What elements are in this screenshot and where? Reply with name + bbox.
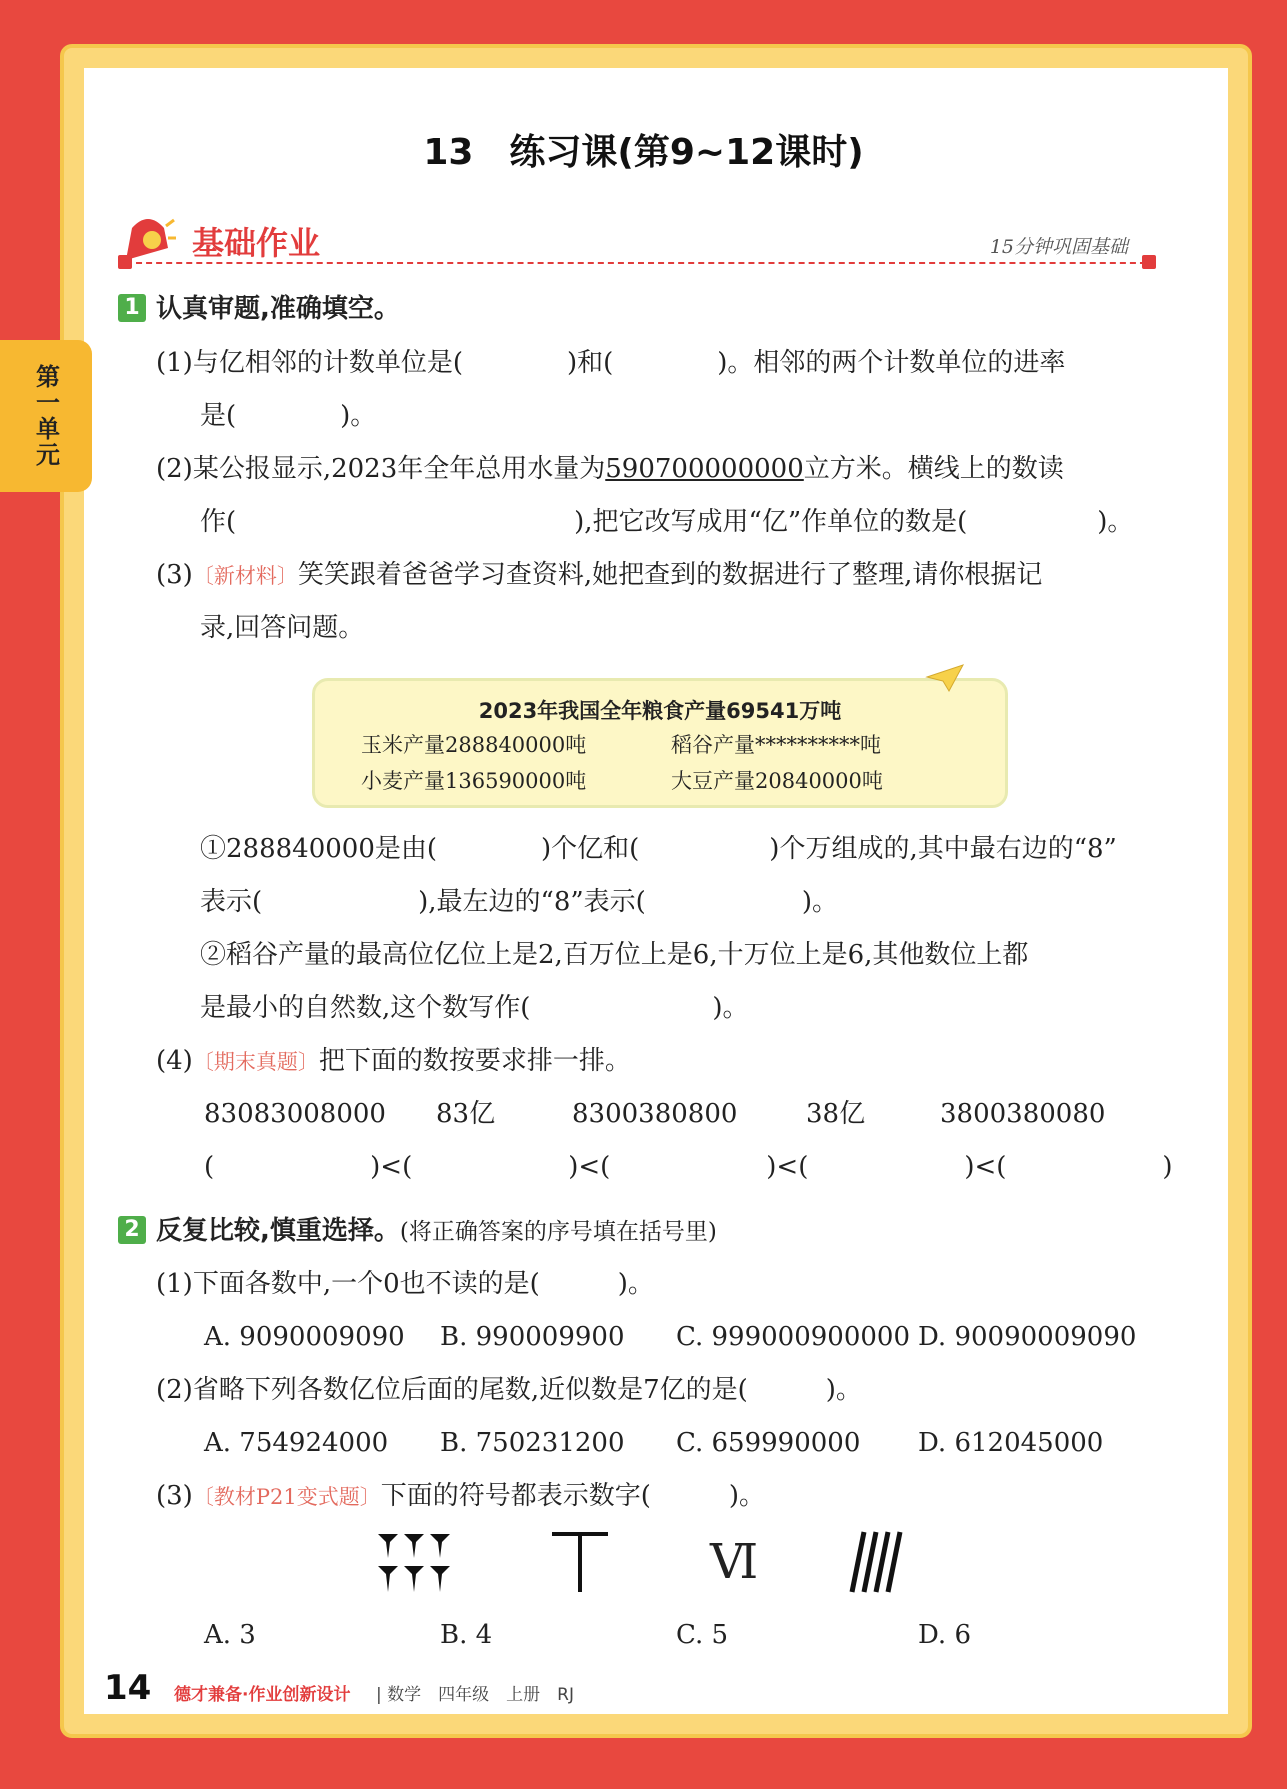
card-rice: 稻谷产量**********吨 xyxy=(671,733,881,757)
data-record-card xyxy=(312,678,1008,808)
card-title: 2023年我国全年粮食产量69541万吨 xyxy=(478,699,842,723)
q2-p2: (2)省略下列各数亿位后面的尾数,近似数是7亿的是( )。 xyxy=(156,1375,862,1405)
footer-brand: 德才兼备·作业创新设计 xyxy=(174,1685,351,1705)
q2-p1: (1)下面各数中,一个0也不读的是( )。 xyxy=(156,1269,654,1299)
section-header xyxy=(118,210,1158,270)
q2-p3-text: 下面的符号都表示数字( )。 xyxy=(380,1481,765,1511)
q1-p3-line2: 录,回答问题。 xyxy=(200,613,365,643)
page-footer xyxy=(104,1668,574,1708)
q1-p2-underlined-number: 590700000000 xyxy=(605,454,804,484)
q2-p1-opt-d: D. 90090009090 xyxy=(918,1322,1137,1352)
q2-heading-text: 反复比较,慎重选择。 xyxy=(156,1216,400,1246)
roman-numeral-six: Ⅵ xyxy=(710,1534,759,1590)
section-divider xyxy=(126,262,1156,264)
card-corn: 玉米产量288840000吨 xyxy=(361,733,587,757)
section-subtitle: 15分钟巩固基础 xyxy=(989,236,1128,258)
q1-s1-line2: 表示( ),最左边的“8”表示( )。 xyxy=(200,887,838,917)
q1-s1-line1: ①288840000是由( )个亿和( )个万组成的,其中最右边的“8” xyxy=(200,834,1117,864)
page-title: 13 练习课(第9~12课时) xyxy=(423,132,864,173)
footer-info: | 数学 四年级 上册 RJ xyxy=(376,1685,574,1705)
q2-p1-opt-c: C. 999000900000 xyxy=(676,1322,910,1352)
divider-dot-right xyxy=(1142,255,1156,269)
section-name: 基础作业 xyxy=(192,224,321,262)
q1-number-1: 83083008000 xyxy=(204,1099,386,1129)
babylonian-wedge-numeral-icon xyxy=(376,1530,456,1596)
card-soy: 大豆产量20840000吨 xyxy=(671,769,883,793)
q2-p1-opt-b: B. 990009900 xyxy=(440,1322,625,1352)
q1-number-4: 38亿 xyxy=(806,1099,866,1129)
q1-p2-line2: 作( ),把它改写成用“亿”作单位的数是( )。 xyxy=(200,507,1134,537)
q1-number-2: 83亿 xyxy=(436,1099,496,1129)
q2-p3-tag: 〔教材P21变式题〕 xyxy=(192,1485,381,1509)
q2-p2-opt-c: C. 659990000 xyxy=(676,1428,861,1458)
q1-p2-text-a: (2)某公报显示,2023年全年总用水量为 xyxy=(156,454,606,484)
rod-numeral-icon xyxy=(550,1530,610,1596)
q2-p3-opt-b: B. 4 xyxy=(440,1620,493,1650)
q2-p3-opt-a: A. 3 xyxy=(204,1620,256,1650)
unit-side-tab xyxy=(0,340,92,492)
q2-p3-opt-c: C. 5 xyxy=(676,1620,729,1650)
card-wheat: 小麦产量136590000吨 xyxy=(361,769,587,793)
page-number: 14 xyxy=(104,1668,152,1708)
q2-p3-opt-d: D. 6 xyxy=(918,1620,971,1650)
q2-heading xyxy=(118,1216,717,1247)
q1-s2-line1: ②稻谷产量的最高位亿位上是2,百万位上是6,十万位上是6,其他数位上都 xyxy=(200,940,1029,970)
q1-s2-line2: 是最小的自然数,这个数写作( )。 xyxy=(200,993,749,1023)
q2-number-badge: 2 xyxy=(118,1216,146,1244)
paper-plane-icon xyxy=(925,663,965,693)
q1-p4: (4)〔期末真题〕把下面的数按要求排一排。 xyxy=(156,1046,631,1076)
q2-p2-opt-a: A. 754924000 xyxy=(204,1428,389,1458)
q2-p2-opt-b: B. 750231200 xyxy=(440,1428,625,1458)
q1-number-badge: 1 xyxy=(118,294,146,322)
q1-p3-tag: 〔新材料〕 xyxy=(192,564,298,588)
q2-p3: (3)〔教材P21变式题〕下面的符号都表示数字( )。 xyxy=(156,1481,765,1511)
q1-p1-line2: 是( )。 xyxy=(200,401,377,431)
q1-p3-text: 笑笑跟着爸爸学习查资料,她把查到的数据进行了整理,请你根据记 xyxy=(297,560,1043,590)
unit-label: 第一单元 xyxy=(31,364,60,468)
q1-p4-tag: 〔期末真题〕 xyxy=(192,1050,319,1074)
q2-p1-opt-a: A. 9090009090 xyxy=(204,1322,405,1352)
divider-dot-left xyxy=(118,255,132,269)
q1-p2-line1 xyxy=(156,454,1064,484)
q1-p2-text-b: 立方米。横线上的数读 xyxy=(803,454,1064,484)
q2-p2-opt-d: D. 612045000 xyxy=(918,1428,1104,1458)
tally-marks-icon xyxy=(848,1530,904,1596)
q1-number-3: 8300380800 xyxy=(572,1099,738,1129)
q1-p1-line1: (1)与亿相邻的计数单位是( )和( )。相邻的两个计数单位的进率 xyxy=(156,348,1066,378)
q1-order-line: ( )<( )<( )<( )<( ) xyxy=(204,1152,1173,1182)
q1-heading xyxy=(118,294,400,324)
q1-p4-text: 把下面的数按要求排一排。 xyxy=(318,1046,631,1076)
q1-p3-line1: (3)〔新材料〕笑笑跟着爸爸学习查资料,她把查到的数据进行了整理,请你根据记 xyxy=(156,560,1043,590)
q1-heading-text: 认真审题,准确填空。 xyxy=(156,294,400,324)
q2-heading-note: (将正确答案的序号填在括号里) xyxy=(399,1219,717,1245)
q1-number-5: 3800380080 xyxy=(940,1099,1106,1129)
